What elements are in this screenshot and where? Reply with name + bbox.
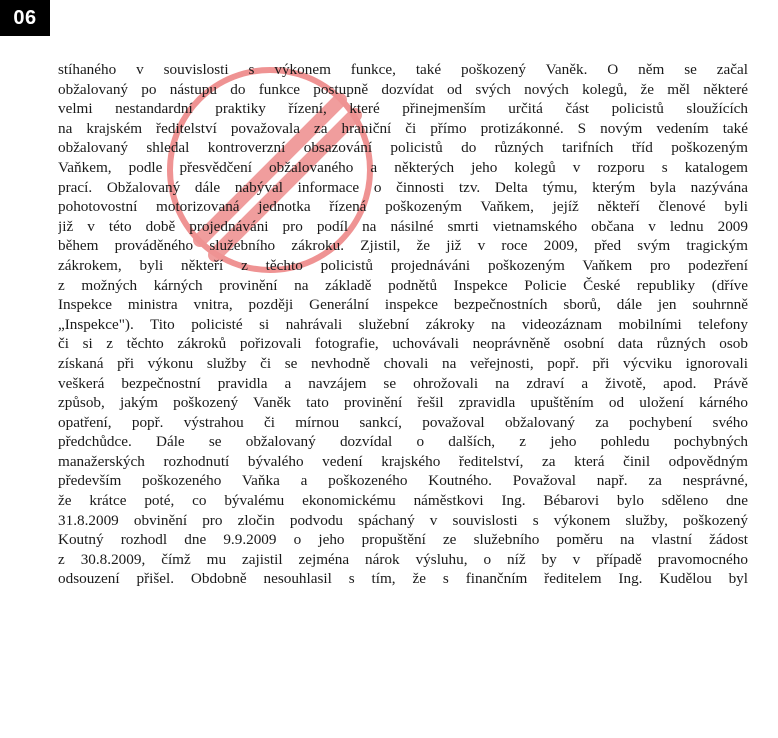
document-line: odsouzení přišel. Obdobně nesouhlasil s tím, že s finančním ředitelem Ing. Kudělou byl [58,570,748,588]
document-line: 31.8.2009 obvinění pro zločin podvodu spáchaný v souvislosti s výkonem služby, poškozený [58,511,748,529]
document-line: opatření, popř. výstrahou či mírnou sankcí, považoval obžalovaný za pochybení svého [58,413,748,431]
document-line: zákrokem, byli někteří z těchto policistů projednáváni poškozeným Vaňkem pro podezření [58,256,748,274]
document-body [58,60,748,589]
document-line: či si z těchto zákroků pořizovali fotografie, uchovávali neoprávněně osobní data různých osob [58,335,748,353]
document-line: Inspekce ministra vnitra, později Generální inspekce bezpečnostních sborů, dále jen souhrnně [58,296,748,314]
document-line: na krajském ředitelství považovala za hraniční či přímo protizákonné. S novým vedením také [58,119,748,137]
document-line: velmi nestandardní praktiky řízení, které přinejmenším určitá část policistů sloužících [58,100,748,118]
document-line: již v této době projednáváni pro podíl na násilné smrti vietnamského občana v lednu 2009 [58,217,748,235]
document-line: obžalovaný po nástupu do funkce postupně dozvídat od svých nových kolegů, že měl některé [58,80,748,98]
document-line: prací. Obžalovaný dále nabýval informace o činnosti tzv. Delta týmu, kterým byla nazývána [58,178,748,196]
document-line: pohotovostní motorizovaná jednotka řízená poškozeným Vaňkem, jejíž někteří členové byli [58,198,748,216]
document-line: manažerských rozhodnutí bývalého vedení krajského ředitelství, za která činil odpovědným [58,452,748,470]
document-line: získaná při výkonu služby či se nevhodně chovali na veřejnosti, popř. při výcviku ignorovali [58,354,748,372]
document-line: stíhaného v souvislosti s výkonem funkce, také poškozený Vaněk. O něm se začal [58,61,748,78]
document-line: že krátce poté, co bývalému ekonomickému náměstkovi Ing. Bébarovi bylo sděleno dne [58,492,748,510]
document-line: Vaňkem, podle přesvědčení obžalovaného a některých jeho kolegů v rozporu s katalogem [58,158,748,176]
document-line: z 30.8.2009, čímž mu zajistil zejména nárok výsluhu, o níž by v případě pravomocného [58,550,748,568]
document-line: předchůdce. Dále se obžalovaný dozvídal o dalších, z jeho pohledu pochybných [58,433,748,451]
page-number-badge: 06 [0,0,50,36]
document-line: „Inspekce"). Tito policisté si nahrávali služební zákroky na videozáznam mobilními telefony [58,315,748,333]
document-line: způsob, jakým poškozený Vaněk tato provinění řešil zpravidla upuštěním od uložení kárného [58,394,748,412]
document-line: především poškozeného Vaňka a poškozeného Koutného. Považoval např. za nesprávné, [58,472,748,490]
document-line: z možných kárných provinění na základě podnětů Inspekce Policie České republiky (dříve [58,276,748,294]
document-line: Koutný rozhodl dne 9.9.2009 o jeho propuštění ze služebního poměru na vlastní žádost [58,531,748,549]
document-line: během prováděného služebního zákroku. Zjistil, že již v roce 2009, před svým tragickým [58,237,748,255]
document-line: obžalovaný shledal kontroverzní obsazování policistů do různých tarifních tříd poškozeným [58,139,748,157]
document-line: veškerá bezpečnostní pravidla a navzájem se ohrožovali na zdraví a životě, apod. Právě [58,374,748,392]
